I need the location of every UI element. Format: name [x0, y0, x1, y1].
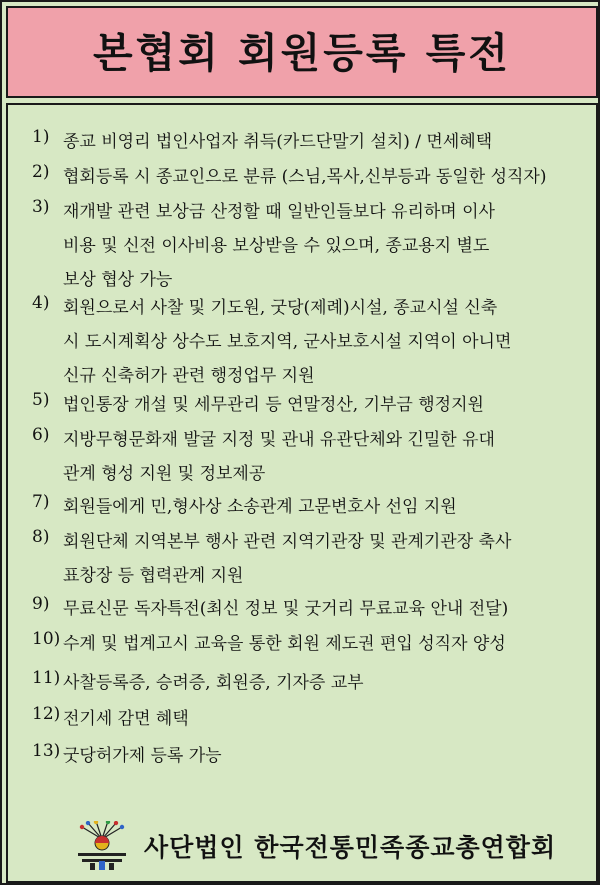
benefit-text-line: 종교 비영리 법인사업자 취득(카드단말기 설치) / 면세혜택 [63, 132, 493, 152]
organization-logo-icon [70, 821, 134, 871]
benefit-item [8, 293, 596, 395]
benefit-item [8, 668, 596, 702]
benefit-item [8, 390, 596, 424]
benefit-number: 2) [32, 162, 50, 182]
benefit-text-line: 회원단체 지역본부 행사 관련 지역기관장 및 관계기관장 축사 [63, 532, 512, 552]
benefit-text-line: 표창장 등 협력관계 지원 [63, 566, 244, 586]
benefit-item [8, 527, 596, 595]
benefit-number: 3) [32, 197, 50, 217]
benefit-number: 8) [32, 527, 50, 547]
benefit-text-line: 굿당허가제 등록 가능 [63, 746, 222, 766]
benefit-text-line: 법인통장 개설 및 세무관리 등 연말정산, 기부금 행정지원 [63, 395, 484, 415]
benefit-item [8, 162, 596, 196]
benefit-number: 4) [32, 293, 50, 313]
benefit-number: 10) [32, 629, 61, 649]
benefit-item [8, 629, 596, 663]
benefit-item [8, 127, 596, 161]
organization-name: 사단법인 한국전통민족종교총연합회 [144, 833, 557, 862]
benefit-item [8, 492, 596, 526]
benefit-number: 5) [32, 390, 50, 410]
benefit-number: 11) [32, 668, 61, 688]
benefit-text-line: 무료신문 독자특전(최신 정보 및 굿거리 무료교육 안내 전달) [63, 599, 509, 619]
benefit-text-line: 전기세 감면 혜택 [63, 709, 189, 729]
benefit-text-line: 협회등록 시 종교인으로 분류 (스님,목사,신부등과 동일한 성직자) [63, 167, 547, 187]
organization-footer [70, 821, 590, 871]
benefit-text-line: 사찰등록증, 승려증, 회원증, 기자증 교부 [63, 673, 364, 693]
benefit-item [8, 594, 596, 628]
benefit-text-line: 재개발 관련 보상금 산정할 때 일반인들보다 유리하며 이사 [63, 202, 495, 222]
benefit-text-line: 시 도시계획상 상수도 보호지역, 군사보호시설 지역이 아니면 [63, 332, 512, 352]
benefit-text-line: 신규 신축허가 관련 행정업무 지원 [63, 366, 315, 386]
benefit-number: 9) [32, 594, 50, 614]
benefit-text-line: 비용 및 신전 이사비용 보상받을 수 있으며, 종교용지 별도 [63, 236, 490, 256]
benefit-number: 6) [32, 425, 50, 445]
page-title: 본협회 회원등록 특전 [92, 28, 511, 77]
benefit-item [8, 704, 596, 738]
benefit-item [8, 741, 596, 775]
benefit-text-line: 관계 형성 지원 및 정보제공 [63, 464, 266, 484]
benefit-item [8, 425, 596, 493]
benefits-panel [6, 103, 598, 883]
benefit-number: 12) [32, 704, 61, 724]
benefit-item [8, 197, 596, 299]
benefit-text-line: 지방무형문화재 발굴 지정 및 관내 유관단체와 긴밀한 유대 [63, 430, 495, 450]
benefit-text-line: 수계 및 법계고시 교육을 통한 회원 제도권 편입 성직자 양성 [63, 634, 506, 654]
title-banner [6, 6, 598, 98]
benefit-number: 13) [32, 741, 61, 761]
benefit-number: 7) [32, 492, 50, 512]
benefit-text-line: 회원들에게 민,형사상 소송관계 고문변호사 선임 지원 [63, 497, 457, 517]
benefit-text-line: 회원으로서 사찰 및 기도원, 굿당(제례)시설, 종교시설 신축 [63, 298, 498, 318]
benefit-text-line: 보상 협상 가능 [63, 270, 173, 290]
benefit-number: 1) [32, 127, 50, 147]
